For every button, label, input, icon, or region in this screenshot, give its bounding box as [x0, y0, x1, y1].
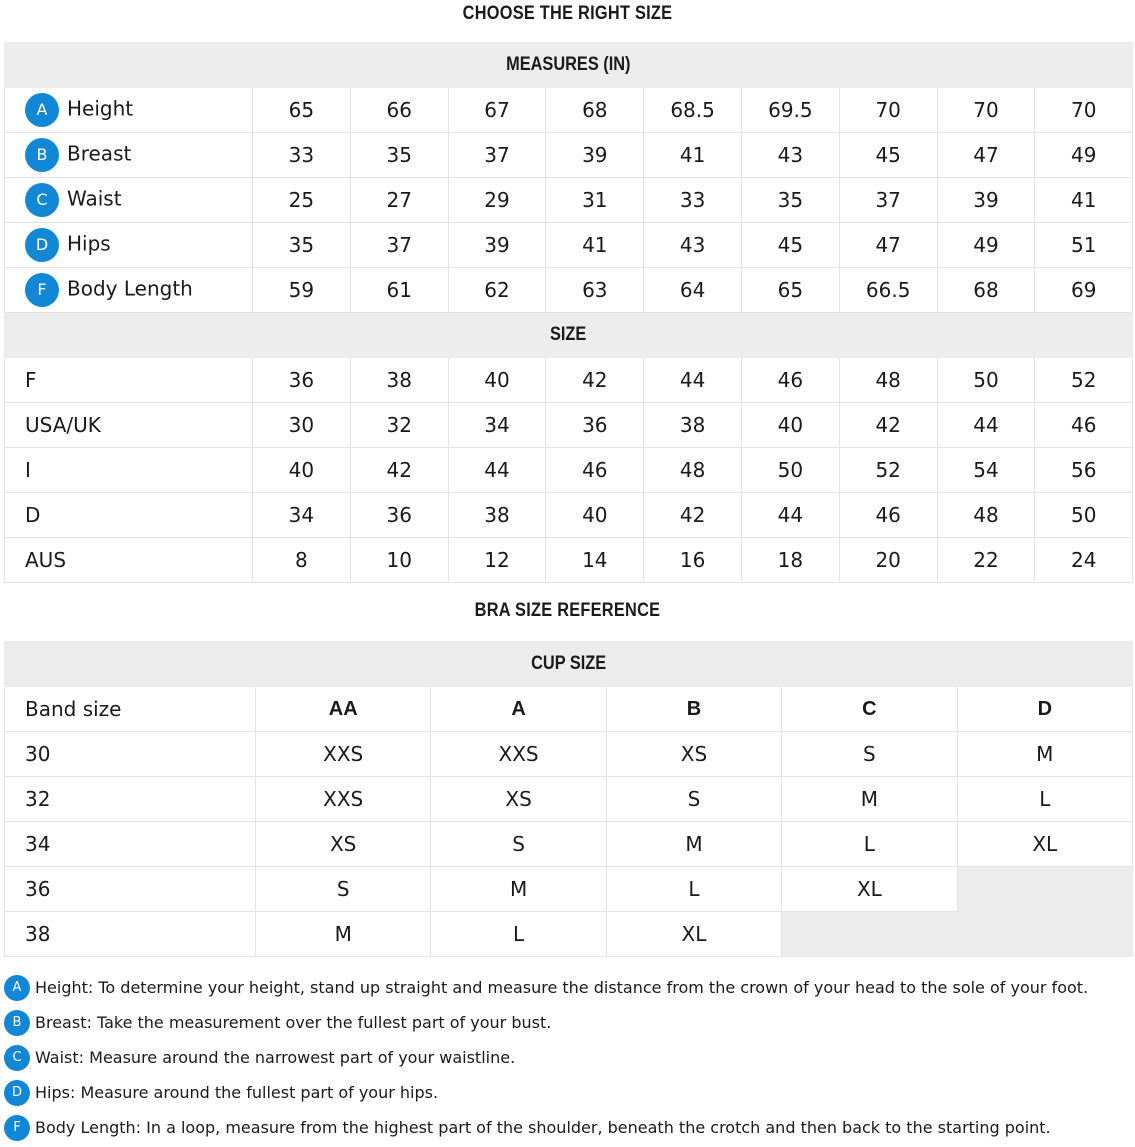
bra-size-value: L — [782, 822, 957, 867]
size-row — [5, 358, 1133, 403]
size-value: 48 — [644, 448, 742, 493]
bra-size-value: S — [256, 867, 431, 912]
size-value: 46 — [741, 358, 839, 403]
size-chart-body — [5, 43, 1133, 583]
measure-value: 61 — [350, 268, 448, 313]
bra-size-value: XS — [256, 822, 431, 867]
bra-size-table — [4, 641, 1133, 957]
size-value: 16 — [644, 538, 742, 583]
empty-cell — [957, 867, 1132, 912]
bra-size-value: L — [431, 912, 606, 957]
measure-badge-icon: F — [25, 273, 59, 307]
size-header: SIZE — [550, 324, 587, 345]
cup-label: C — [782, 687, 957, 732]
bra-size-value: XXS — [431, 732, 606, 777]
measures-header-row — [5, 43, 1133, 88]
size-row — [5, 538, 1133, 583]
measure-value: 49 — [1035, 133, 1133, 178]
measure-row — [5, 178, 1133, 223]
size-value: 42 — [644, 493, 742, 538]
size-value: 20 — [839, 538, 937, 583]
bra-size-value: L — [606, 867, 781, 912]
measure-value: 64 — [644, 268, 742, 313]
measure-value: 31 — [546, 178, 644, 223]
cup-header-row — [5, 687, 1133, 732]
measure-value: 45 — [839, 133, 937, 178]
size-value: 42 — [350, 448, 448, 493]
size-value: 52 — [839, 448, 937, 493]
size-value: 42 — [546, 358, 644, 403]
size-value: 40 — [448, 358, 546, 403]
bra-size-value: M — [606, 822, 781, 867]
size-system-label: USA/UK — [5, 403, 253, 448]
measure-value: 41 — [644, 133, 742, 178]
bra-size-value: S — [431, 822, 606, 867]
cup-label: D — [957, 687, 1132, 732]
cup-size-header-row — [5, 642, 1133, 687]
band-size-value: 32 — [5, 777, 256, 822]
size-value: 34 — [448, 403, 546, 448]
note-badge-icon: C — [4, 1045, 30, 1071]
size-value: 10 — [350, 538, 448, 583]
measure-value: 49 — [937, 223, 1035, 268]
measure-value: 70 — [937, 88, 1035, 133]
note-text: Height: To determine your height, stand up straight and measure the distance from the crown of your head to the sole of your foot. — [35, 978, 1089, 997]
note-text: Hips: Measure around the fullest part of your hips. — [35, 1083, 439, 1102]
measure-value: 68 — [937, 268, 1035, 313]
measure-value: 70 — [1035, 88, 1133, 133]
measure-value: 41 — [1035, 178, 1133, 223]
measure-value: 59 — [253, 268, 351, 313]
size-value: 46 — [839, 493, 937, 538]
measure-value: 69 — [1035, 268, 1133, 313]
measure-value: 65 — [741, 268, 839, 313]
measure-label-cell — [5, 223, 253, 268]
size-header-row — [5, 313, 1133, 358]
measure-value: 47 — [937, 133, 1035, 178]
size-value: 12 — [448, 538, 546, 583]
measure-value: 35 — [741, 178, 839, 223]
size-value: 36 — [253, 358, 351, 403]
bra-size-value: L — [957, 777, 1132, 822]
note-item — [4, 1075, 1132, 1110]
size-chart-table — [4, 42, 1133, 583]
bra-row — [5, 912, 1133, 957]
band-size-value: 36 — [5, 867, 256, 912]
bra-size-value: XS — [606, 732, 781, 777]
bra-size-value: M — [957, 732, 1132, 777]
size-value: 44 — [937, 403, 1035, 448]
size-value: 44 — [644, 358, 742, 403]
measure-value: 68 — [546, 88, 644, 133]
size-value: 52 — [1035, 358, 1133, 403]
note-item — [4, 1005, 1132, 1040]
measure-value: 37 — [448, 133, 546, 178]
band-size-value: 38 — [5, 912, 256, 957]
bra-row — [5, 867, 1133, 912]
measure-value: 47 — [839, 223, 937, 268]
size-system-label: D — [5, 493, 253, 538]
size-value: 48 — [937, 493, 1035, 538]
measure-value: 33 — [644, 178, 742, 223]
measure-value: 63 — [546, 268, 644, 313]
size-value: 50 — [937, 358, 1035, 403]
size-value: 36 — [546, 403, 644, 448]
bra-section-title: BRA SIZE REFERENCE — [474, 600, 661, 621]
measure-value: 43 — [644, 223, 742, 268]
bra-size-value: M — [256, 912, 431, 957]
cup-label: B — [606, 687, 781, 732]
measure-row — [5, 223, 1133, 268]
bra-size-value: XL — [957, 822, 1132, 867]
measure-value: 65 — [253, 88, 351, 133]
bra-size-value: M — [431, 867, 606, 912]
size-value: 38 — [644, 403, 742, 448]
note-text: Waist: Measure around the narrowest part of your waistline. — [35, 1048, 516, 1067]
measure-value: 39 — [448, 223, 546, 268]
size-row — [5, 493, 1133, 538]
note-badge-icon: B — [4, 1010, 30, 1036]
measure-label: Body Length — [67, 276, 193, 301]
measure-value: 39 — [937, 178, 1035, 223]
page-title: CHOOSE THE RIGHT SIZE — [462, 3, 673, 24]
size-value: 44 — [741, 493, 839, 538]
measure-value: 66.5 — [839, 268, 937, 313]
size-value: 56 — [1035, 448, 1133, 493]
size-value: 42 — [839, 403, 937, 448]
size-row — [5, 448, 1133, 493]
measure-value: 37 — [839, 178, 937, 223]
bra-row — [5, 732, 1133, 777]
size-value: 14 — [546, 538, 644, 583]
bra-size-value: XL — [606, 912, 781, 957]
measure-row — [5, 88, 1133, 133]
measure-label-cell — [5, 178, 253, 223]
measure-label: Hips — [67, 231, 111, 256]
bra-size-body — [5, 642, 1133, 957]
measure-label-cell — [5, 268, 253, 313]
band-size-label: Band size — [5, 687, 256, 732]
measure-badge-icon: C — [25, 183, 59, 217]
size-value: 18 — [741, 538, 839, 583]
measure-value: 37 — [350, 223, 448, 268]
size-value: 44 — [448, 448, 546, 493]
note-badge-icon: A — [4, 975, 30, 1001]
measure-badge-icon: B — [25, 138, 59, 172]
bra-size-value: XS — [431, 777, 606, 822]
bra-row — [5, 777, 1133, 822]
empty-cell — [957, 912, 1132, 957]
bra-size-value: M — [782, 777, 957, 822]
size-value: 46 — [546, 448, 644, 493]
size-value: 48 — [839, 358, 937, 403]
measure-label-cell — [5, 133, 253, 178]
measure-value: 51 — [1035, 223, 1133, 268]
size-value: 24 — [1035, 538, 1133, 583]
measure-value: 41 — [546, 223, 644, 268]
size-value: 38 — [350, 358, 448, 403]
measure-value: 69.5 — [741, 88, 839, 133]
size-value: 40 — [253, 448, 351, 493]
measure-row — [5, 268, 1133, 313]
note-item — [4, 970, 1132, 1005]
size-row — [5, 403, 1133, 448]
size-value: 38 — [448, 493, 546, 538]
size-value: 8 — [253, 538, 351, 583]
size-value: 54 — [937, 448, 1035, 493]
size-system-label: AUS — [5, 538, 253, 583]
cup-label: AA — [256, 687, 431, 732]
bra-size-value: XXS — [256, 777, 431, 822]
size-system-label: I — [5, 448, 253, 493]
size-value: 46 — [1035, 403, 1133, 448]
measure-value: 33 — [253, 133, 351, 178]
size-value: 36 — [350, 493, 448, 538]
size-value: 40 — [546, 493, 644, 538]
measure-value: 35 — [350, 133, 448, 178]
size-value: 32 — [350, 403, 448, 448]
measures-header-cell — [5, 43, 1133, 88]
measure-label: Breast — [67, 141, 132, 166]
measure-label-cell — [5, 88, 253, 133]
measures-header: MEASURES (IN) — [506, 54, 631, 75]
size-value: 22 — [937, 538, 1035, 583]
measure-value: 70 — [839, 88, 937, 133]
size-value: 50 — [741, 448, 839, 493]
measurement-notes — [4, 970, 1132, 1145]
bra-size-value: S — [606, 777, 781, 822]
size-value: 40 — [741, 403, 839, 448]
size-system-label: F — [5, 358, 253, 403]
cup-size-header: CUP SIZE — [530, 653, 607, 674]
measure-value: 35 — [253, 223, 351, 268]
size-value: 34 — [253, 493, 351, 538]
measure-value: 43 — [741, 133, 839, 178]
measure-value: 66 — [350, 88, 448, 133]
size-value: 30 — [253, 403, 351, 448]
size-value: 50 — [1035, 493, 1133, 538]
bra-row — [5, 822, 1133, 867]
measure-value: 67 — [448, 88, 546, 133]
measure-value: 27 — [350, 178, 448, 223]
measure-value: 62 — [448, 268, 546, 313]
note-item — [4, 1040, 1132, 1075]
empty-cell — [782, 912, 957, 957]
bra-size-value: XXS — [256, 732, 431, 777]
measure-value: 25 — [253, 178, 351, 223]
measure-value: 68.5 — [644, 88, 742, 133]
cup-size-header-cell — [5, 642, 1133, 687]
note-text: Breast: Take the measurement over the fullest part of your bust. — [35, 1013, 552, 1032]
measure-row — [5, 133, 1133, 178]
measure-badge-icon: D — [25, 228, 59, 262]
measure-label: Waist — [67, 186, 122, 211]
measure-value: 29 — [448, 178, 546, 223]
measure-value: 45 — [741, 223, 839, 268]
note-badge-icon: F — [4, 1115, 30, 1141]
measure-badge-icon: A — [25, 93, 59, 127]
note-text: Body Length: In a loop, measure from the highest part of the shoulder, beneath the crotch and then back to the starting point. — [35, 1118, 1051, 1137]
note-badge-icon: D — [4, 1080, 30, 1106]
size-header-cell — [5, 313, 1133, 358]
band-size-value: 30 — [5, 732, 256, 777]
note-item — [4, 1110, 1132, 1145]
band-size-value: 34 — [5, 822, 256, 867]
measure-label: Height — [67, 96, 134, 121]
cup-label: A — [431, 687, 606, 732]
bra-size-value: S — [782, 732, 957, 777]
bra-size-value: XL — [782, 867, 957, 912]
measure-value: 39 — [546, 133, 644, 178]
